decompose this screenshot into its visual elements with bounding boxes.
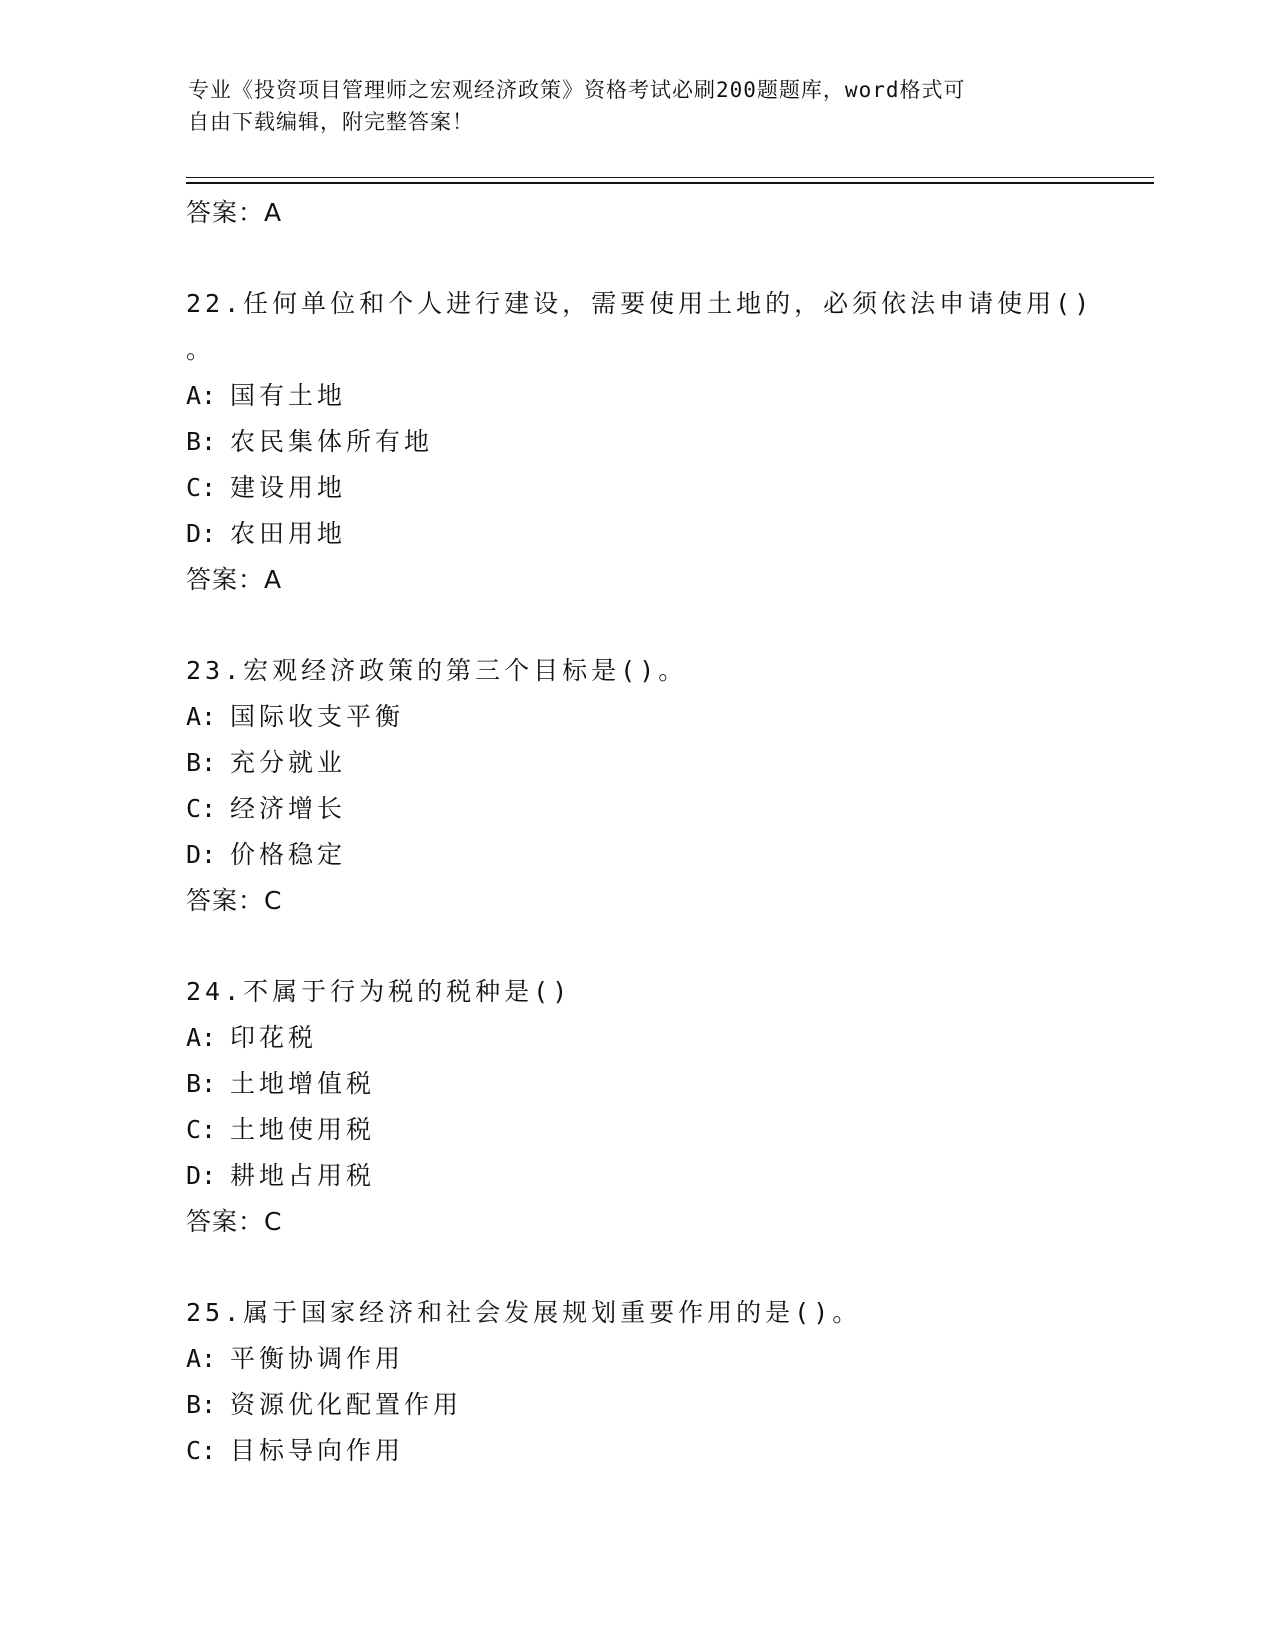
option-text: 资源优化配置作用	[230, 1390, 463, 1419]
header-divider-thick	[186, 182, 1154, 184]
question-list	[186, 190, 1094, 1474]
option-key: B:	[186, 1069, 217, 1098]
answer-line: 答案：A	[186, 565, 283, 594]
option-a	[186, 1015, 1086, 1061]
option-key: C:	[186, 794, 217, 823]
answer-line: 答案：C	[186, 1207, 283, 1236]
option-text: 农民集体所有地	[230, 427, 434, 456]
spacer	[186, 1245, 1086, 1290]
option-d	[186, 832, 1086, 878]
option-key: B:	[186, 1390, 217, 1419]
answer-line: 答案：C	[186, 886, 283, 915]
option-text: 土地使用税	[230, 1115, 376, 1144]
option-key: C:	[186, 473, 217, 502]
spacer	[186, 236, 1086, 281]
question-text: 25.属于国家经济和社会发展规划重要作用的是()。	[186, 1298, 862, 1327]
option-d	[186, 1153, 1086, 1199]
option-text: 平衡协调作用	[230, 1344, 405, 1373]
option-key: D:	[186, 840, 217, 869]
option-text: 印花税	[230, 1023, 318, 1052]
option-c	[186, 465, 1086, 511]
option-key: C:	[186, 1436, 217, 1465]
option-b	[186, 1382, 1086, 1428]
header-divider-thin	[186, 177, 1154, 178]
answer-line: 答案：A	[186, 198, 283, 227]
question-item	[186, 648, 1086, 924]
option-key: B:	[186, 427, 217, 456]
option-a	[186, 1336, 1086, 1382]
spacer	[186, 603, 1086, 648]
question-item	[186, 969, 1086, 1245]
question-text-continued: 。	[186, 335, 216, 364]
option-d	[186, 511, 1086, 557]
option-a	[186, 694, 1086, 740]
option-text: 耕地占用税	[230, 1161, 376, 1190]
option-text: 建设用地	[230, 473, 347, 502]
header-line-2: 自由下载编辑，附完整答案！	[188, 110, 474, 134]
option-key: D:	[186, 519, 217, 548]
option-c	[186, 1107, 1086, 1153]
option-text: 土地增值税	[230, 1069, 376, 1098]
option-key: A:	[186, 702, 217, 731]
option-text: 国际收支平衡	[230, 702, 405, 731]
option-text: 充分就业	[230, 748, 347, 777]
option-c	[186, 1428, 1086, 1474]
option-key: A:	[186, 1344, 217, 1373]
option-text: 价格稳定	[230, 840, 347, 869]
document-header	[188, 74, 1068, 138]
question-item	[186, 1290, 1086, 1474]
option-key: C:	[186, 1115, 217, 1144]
option-key: B:	[186, 748, 217, 777]
question-item	[186, 281, 1094, 603]
header-line-1: 专业《投资项目管理师之宏观经济政策》资格考试必刷200题题库，word格式可	[188, 78, 966, 102]
option-b	[186, 1061, 1086, 1107]
option-b	[186, 419, 1086, 465]
option-text: 国有土地	[230, 381, 347, 410]
option-key: A:	[186, 1023, 217, 1052]
question-text: 22.任何单位和个人进行建设，需要使用土地的，必须依法申请使用()	[186, 289, 1094, 318]
option-text: 经济增长	[230, 794, 347, 823]
option-c	[186, 786, 1086, 832]
option-key: D:	[186, 1161, 217, 1190]
question-text: 24.不属于行为税的税种是()	[186, 977, 572, 1006]
option-a	[186, 373, 1086, 419]
option-key: A:	[186, 381, 217, 410]
question-text: 23.宏观经济政策的第三个目标是()。	[186, 656, 688, 685]
option-b	[186, 740, 1086, 786]
spacer	[186, 924, 1086, 969]
option-text: 目标导向作用	[230, 1436, 405, 1465]
option-text: 农田用地	[230, 519, 347, 548]
